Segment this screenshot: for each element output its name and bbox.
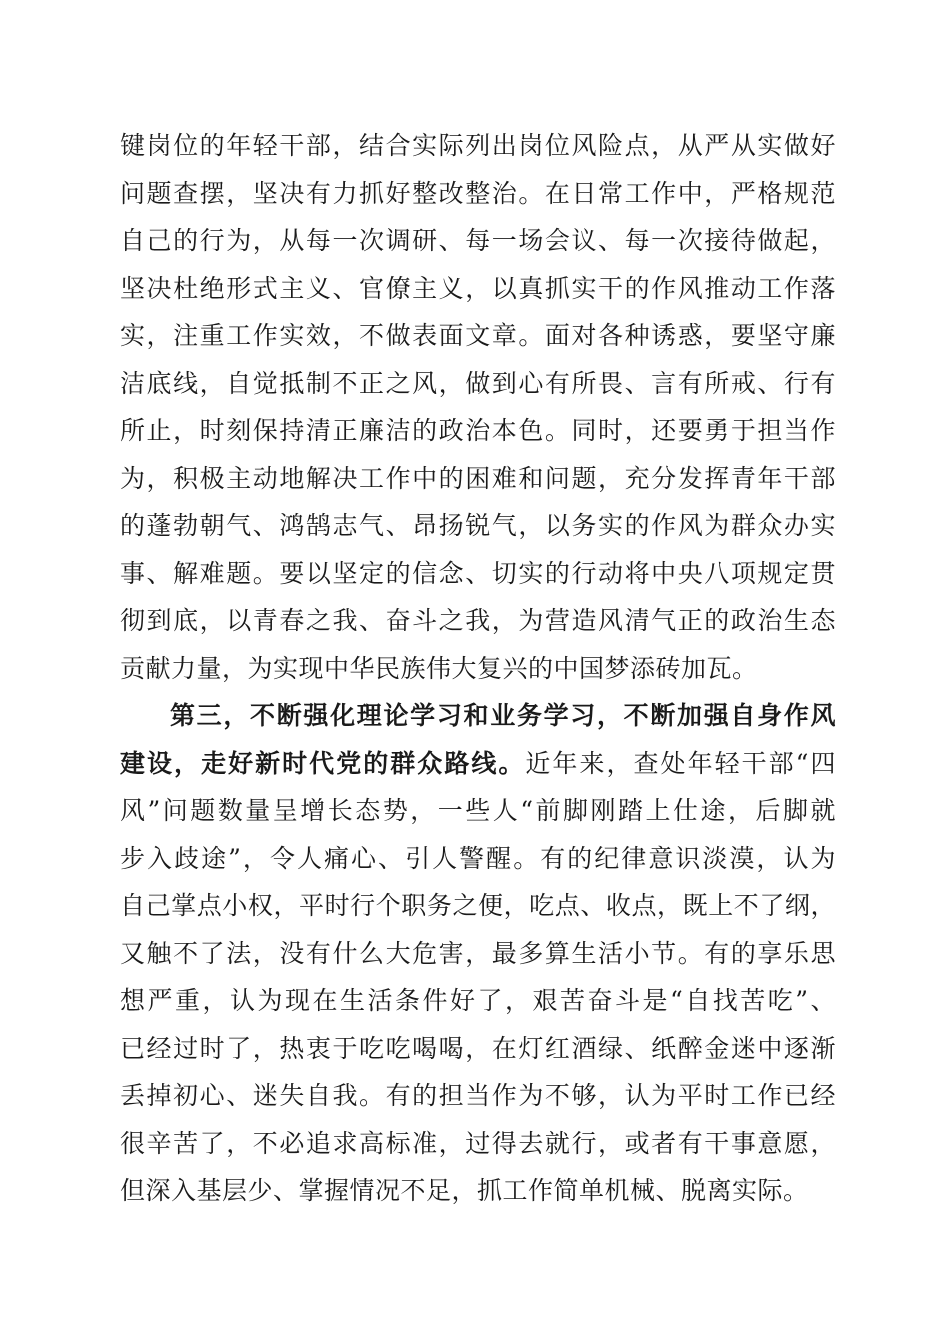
paragraph-line: 想严重，认为现在生活条件好了，艰苦奋斗是“自找苦吃”、 [120,986,836,1015]
paragraph-line: 风”问题数量呈增长态势，一些人“前脚刚踏上仕途，后脚就 [120,796,836,825]
paragraph-line: 键岗位的年轻干部，结合实际列出岗位风险点，从严从实做好 [120,131,836,160]
paragraph-1 [120,122,836,692]
paragraph-line: 事、解难题。要以坚定的信念、切实的行动将中央八项规定贯 [120,558,836,588]
paragraph-line: 洁底线，自觉抵制不正之风，做到心有所畏、言有所戒、行有 [120,368,836,398]
paragraph-line [120,740,836,788]
paragraph-line: 步入歧途”，令人痛心、引人警醒。有的纪律意识淡漠，认为 [120,843,836,873]
paragraph-line: 但深入基层少、掌握情况不足，抓工作简单机械、脱离实际。 [120,1176,809,1205]
paragraph-line: 为，积极主动地解决工作中的困难和问题，充分发挥青年干部 [120,463,836,493]
section-heading-continued: 建设，走好新时代党的群众路线。 [120,748,526,778]
section-heading: 第三，不断强化理论学习和业务学习，不断加强自身作风 [170,701,836,730]
paragraph-line: 所止，时刻保持清正廉洁的政治本色。同时，还要勇于担当作 [120,416,836,445]
paragraph-line: 坚决杜绝形式主义、官僚主义，以真抓实干的作风推动工作落 [120,273,836,303]
paragraph-line: 已经过时了，热衷于吃吃喝喝，在灯红酒绿、纸醉金迷中逐渐 [120,1033,836,1063]
paragraph-line: 的蓬勃朝气、鸿鹄志气、昂扬锐气，以务实的作风为群众办实 [120,511,836,540]
paragraph-line: 丢掉初心、迷失自我。有的担当作为不够，认为平时工作已经 [120,1081,836,1110]
paragraph-line: 自己的行为，从每一次调研、每一场会议、每一次接待做起， [120,226,836,255]
paragraph-line: 贡献力量，为实现中华民族伟大复兴的中国梦添砖加瓦。 [120,653,758,683]
paragraph-line: 实，注重工作实效，不做表面文章。面对各种诱惑，要坚守廉 [120,321,836,350]
paragraph-line: 问题查摆，坚决有力抓好整改整治。在日常工作中，严格规范 [120,178,836,208]
paragraph-line: 很辛苦了，不必追求高标准，过得去就行，或者有干事意愿， [120,1128,836,1158]
paragraph-line: 彻到底，以青春之我、奋斗之我，为营造风清气正的政治生态 [120,606,836,635]
document-page [120,122,836,1215]
paragraph-2 [120,692,836,1215]
paragraph-line: 自己掌点小权，平时行个职务之便，吃点、收点，既上不了纲， [120,891,836,920]
paragraph-line: 又触不了法，没有什么大危害，最多算生活小节。有的享乐思 [120,938,836,968]
paragraph-text: 近年来，查处年轻干部“四 [525,748,836,778]
